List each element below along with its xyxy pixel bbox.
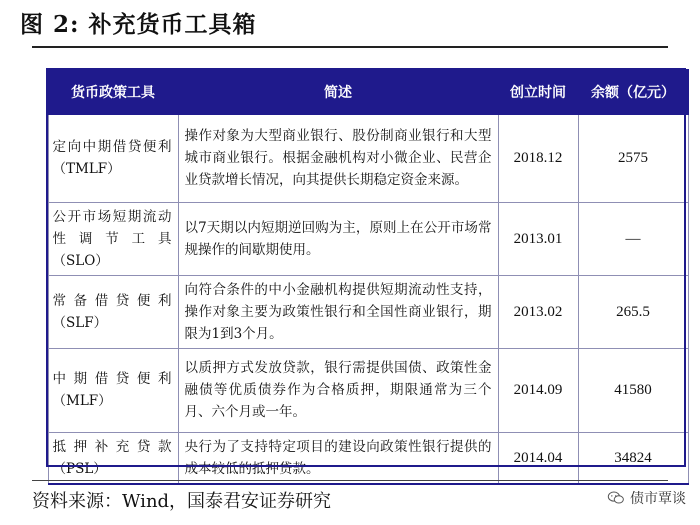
tool-cell: [48, 114, 178, 202]
date-cell: 2018.12: [498, 114, 578, 202]
table-header-row: [48, 70, 688, 114]
tool-name-abbr: （TMLF）: [52, 161, 121, 178]
amount-cell: 2575: [578, 114, 688, 202]
footer-divider: [32, 480, 668, 481]
date-cell: 2014.09: [498, 348, 578, 432]
tool-name-cn: 公开市场短期流动性调节工具: [52, 208, 172, 247]
description-cell: 向符合条件的中小金融机构提供短期流动性支持，操作对象主要为政策性银行和全国性商业银行，期限为1到3个月。: [178, 275, 498, 348]
watermark-text: 债市覃谈: [630, 491, 686, 507]
date-cell: 2013.01: [498, 202, 578, 275]
tool-name-cn: 抵押补充贷款: [52, 438, 172, 455]
description-cell: 央行为了支持特定项目的建设向政策性银行提供的成本较低的抵押贷款。: [178, 432, 498, 484]
tool-cell: [48, 202, 178, 275]
description-cell: 操作对象为大型商业银行、股份制商业银行和大型城市商业银行。根据金融机构对小微企业、民营企业贷款增长情况，向其提供长期稳定资金来源。: [178, 114, 498, 202]
figure-title: 图 2: 补充货币工具箱: [20, 11, 257, 38]
date-cell: 2013.02: [498, 275, 578, 348]
tool-cell: [48, 348, 178, 432]
table-row: [48, 275, 688, 348]
monetary-tools-table: [47, 69, 689, 485]
tool-name-cn: 定向中期借贷便利: [52, 139, 172, 156]
table-row: [48, 432, 688, 484]
description-cell: 以7天期以内短期逆回购为主，原则上在公开市场常规操作的间歇期使用。: [178, 202, 498, 275]
table-row: [48, 348, 688, 432]
header-description: 简述: [178, 70, 498, 114]
tool-cell: [48, 432, 178, 484]
tool-name-abbr: （MLF）: [52, 393, 112, 409]
header-date: 创立时间: [498, 70, 578, 114]
wechat-icon: [607, 491, 625, 505]
title-divider: [32, 46, 668, 48]
header-amount: 余额（亿元）: [578, 70, 688, 114]
table-row: [48, 202, 688, 275]
source-note: 资料来源：Wind，国泰君安证券研究: [32, 491, 332, 512]
header-tool: 货币政策工具: [48, 70, 178, 114]
amount-cell: 34824: [578, 432, 688, 484]
watermark: [607, 488, 686, 508]
tool-name-abbr: （SLF）: [52, 314, 108, 331]
tool-name-abbr: （SLO）: [52, 252, 109, 269]
amount-cell: 41580: [578, 348, 688, 432]
description-cell: 以质押方式发放贷款，银行需提供国债、政策性金融债等优质债券作为合格质押，期限通常为三个月、六个月或一年。: [178, 348, 498, 432]
date-cell: 2014.04: [498, 432, 578, 484]
amount-cell: 265.5: [578, 275, 688, 348]
tool-name-cn: 中期借贷便利: [52, 371, 172, 387]
tool-name-abbr: （PSL）: [52, 460, 107, 477]
tool-name-cn: 常备借贷便利: [52, 292, 172, 309]
table-row: [48, 114, 688, 202]
amount-cell: —: [578, 202, 688, 275]
tool-cell: [48, 275, 178, 348]
